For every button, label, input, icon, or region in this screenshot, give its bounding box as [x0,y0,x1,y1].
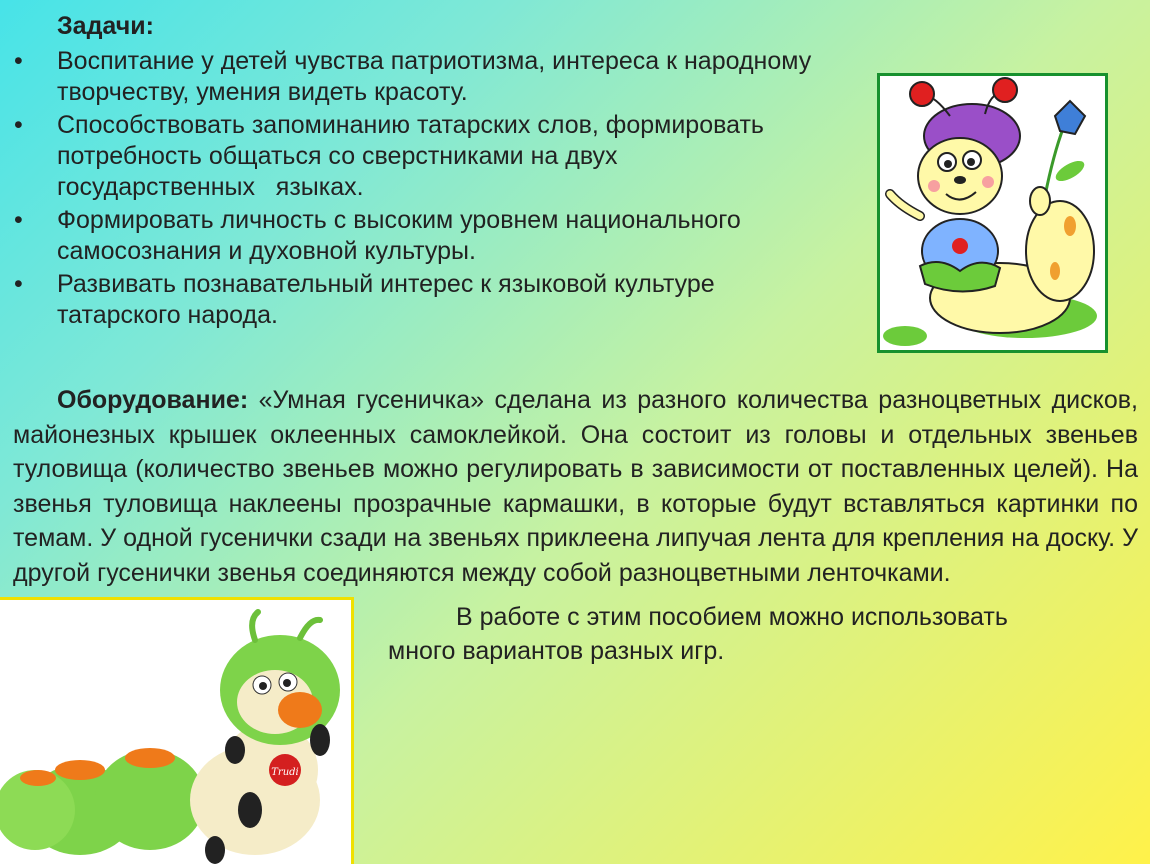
task-line: потребность общаться со сверстниками на двух [57,142,618,170]
task-line: самосознания и духовной культуры. [57,237,476,265]
plush-caterpillar-image [0,597,354,864]
equipment-text: «Умная гусеничка» сделана из разного количества разноцветных дисков, майонезных крышек оклеенных самоклейкой. Она состоит из головы и отдельных звеньев туловища (количество звеньев можно регулировать в зависимости от поставленных целей). На звенья туловища наклеены прозрачные кармашки, в которые будут вставляться картинки по темам. У одной гусенички сзади на звеньях приклеена липучая лента для крепления на доску. У другой гусенички звенья соединяются между собой разноцветными ленточками. [13,386,1138,587]
task-line: татарского народа. [57,301,278,329]
note-paragraph [388,600,1108,668]
bullet-icon: • [14,111,23,139]
bullet-icon: • [14,206,23,234]
equipment-paragraph [13,383,1138,590]
note-line: много вариантов разных игр. [388,637,725,665]
tasks-list [0,46,930,333]
task-line: Воспитание у детей чувства патриотизма, интереса к народному [57,47,812,75]
list-item [0,110,930,203]
task-line: Способствовать запоминанию татарских слов, формировать [57,111,764,139]
bullet-icon: • [14,270,23,298]
list-item [0,205,930,267]
cartoon-caterpillar-image [877,73,1108,353]
task-line: Развивать познавательный интерес к языковой культуре [57,270,715,298]
tasks-title: Задачи: [57,12,154,40]
equipment-heading: Оборудование: [57,386,249,414]
bullet-icon: • [14,47,23,75]
toy-tag-label: Trudi [271,767,299,778]
list-item [0,46,930,108]
note-line: В работе с этим пособием можно использовать [456,603,1008,631]
cartoon-caterpillar-icon [880,76,1105,350]
task-line: государственных языках. [57,173,364,201]
plush-caterpillar-icon [0,600,351,864]
list-item [0,269,930,331]
task-line: творчеству, умения видеть красоту. [57,78,468,106]
task-line: Формировать личность с высоким уровнем национального [57,206,741,234]
